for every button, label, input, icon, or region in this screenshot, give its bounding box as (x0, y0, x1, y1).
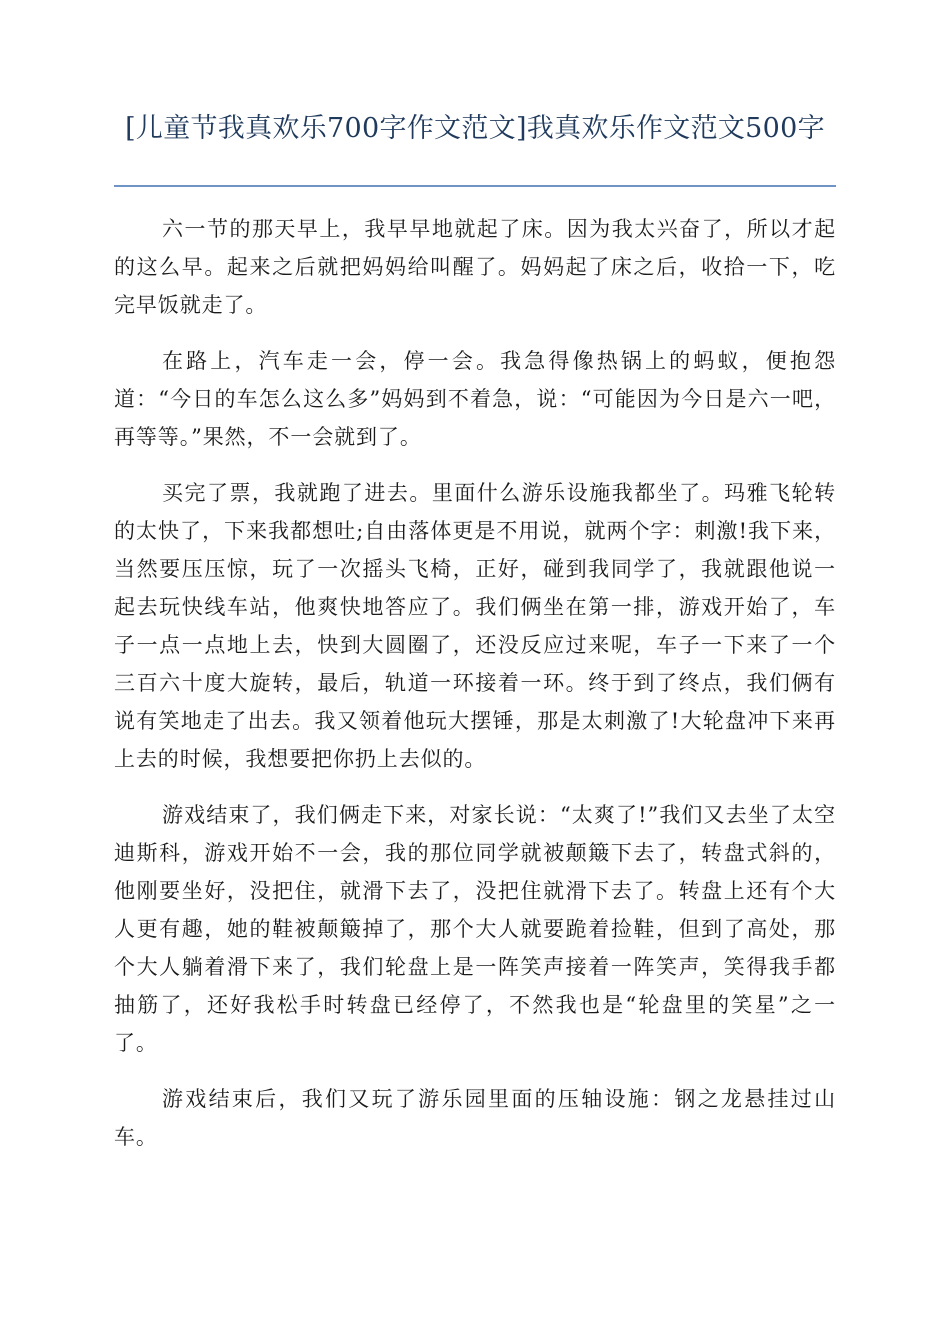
title-divider (114, 185, 836, 187)
paragraph: 游戏结束了，我们俩走下来，对家长说：“太爽了!”我们又去坐了太空迪斯科，游戏开始不一会，我的那位同学就被颠簸下去了，转盘式斜的，他刚要坐好，没把住，就滑下去了，没把住就滑下去了。转盘上还有个大人更有趣，她的鞋被颠簸掉了，那个大人就要跪着捡鞋，但到了高处，那个大人躺着滑下来了，我们轮盘上是一阵笑声接着一阵笑声，笑得我手都抽筋了，还好我松手时转盘已经停了，不然我也是“轮盘里的笑星”之一了。 (114, 803, 836, 1055)
document-title: [儿童节我真欢乐700字作文范文]我真欢乐作文范文500字 (125, 113, 825, 144)
paragraph: 买完了票，我就跑了进去。里面什么游乐设施我都坐了。玛雅飞轮转的太快了，下来我都想吐;自由落体更是不用说，就两个字：刺激!我下来，当然要压压惊，玩了一次摇头飞椅，正好，碰到我同学了，我就跟他说一起去玩快线车站，他爽快地答应了。我们俩坐在第一排，游戏开始了，车子一点一点地上去，快到大圆圈了，还没反应过来呢，车子一下来了一个三百六十度大旋转，最后，轨道一环接着一环。终于到了终点，我们俩有说有笑地走了出去。我又领着他玩大摆锤，那是太刺激了!大轮盘冲下来再上去的时候，我想要把你扔上去似的。 (114, 481, 836, 771)
paragraph: 六一节的那天早上，我早早地就起了床。因为我太兴奋了，所以才起的这么早。起来之后就把妈妈给叫醒了。妈妈起了床之后，收拾一下，吃完早饭就走了。 (114, 217, 836, 317)
document-body (114, 210, 836, 1174)
paragraph: 在路上，汽车走一会，停一会。我急得像热锅上的蚂蚁，便抱怨道：“今日的车怎么这么多”妈妈到不着急，说：“可能因为今日是六一吧，再等等。”果然，不一会就到了。 (114, 349, 836, 449)
paragraph: 游戏结束后，我们又玩了游乐园里面的压轴设施：钢之龙悬挂过山车。 (114, 1087, 836, 1149)
